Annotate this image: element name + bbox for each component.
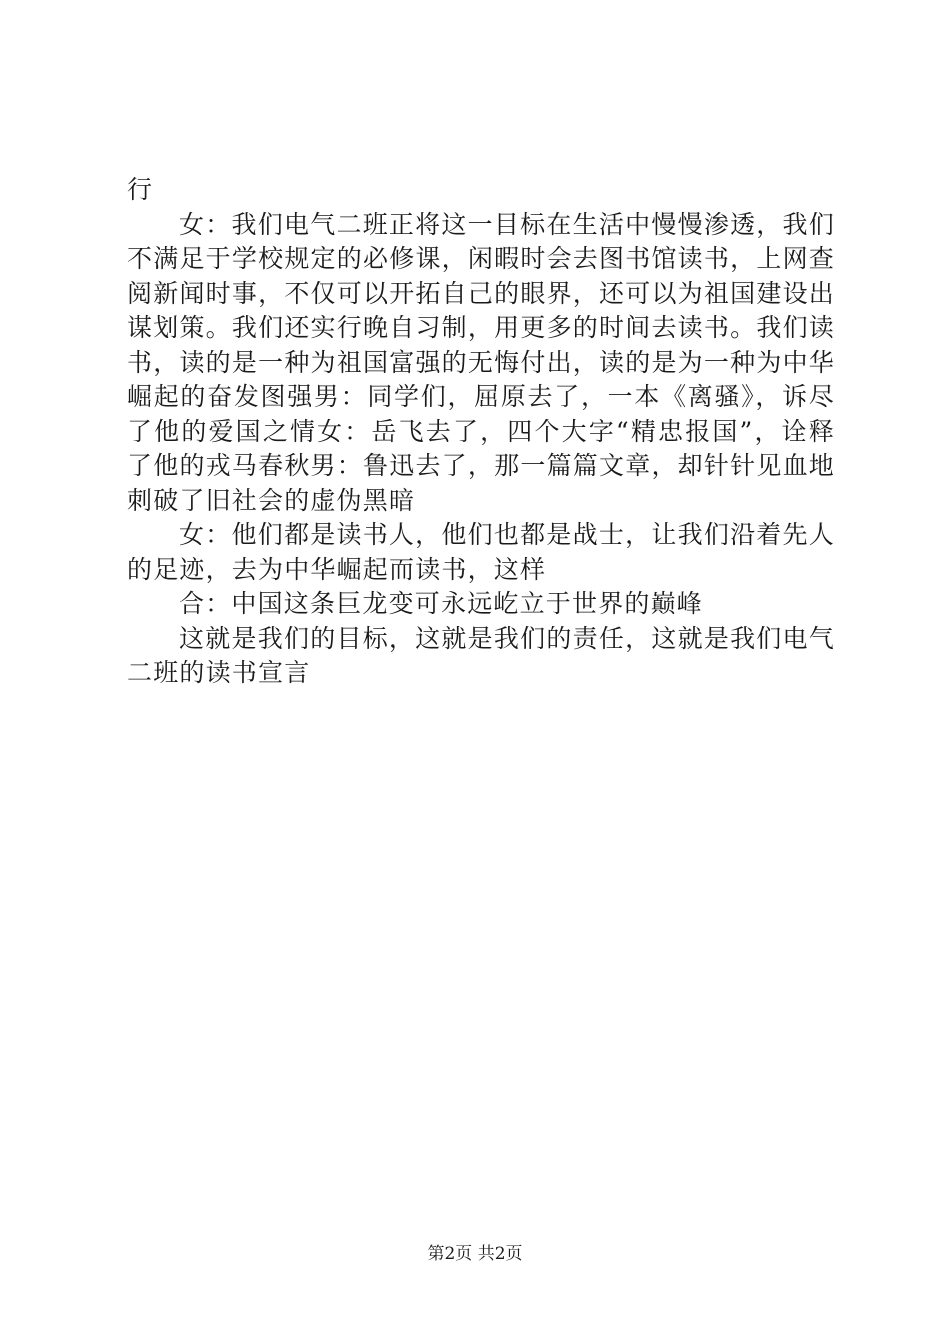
paragraph-5: 这就是我们的目标，这就是我们的责任，这就是我们电气二班的读书宣言	[127, 623, 835, 687]
page-number-label: 第2页 共2页	[427, 1244, 523, 1264]
page-footer	[0, 1242, 950, 1266]
paragraph-1: 行	[127, 175, 154, 204]
paragraph-4: 合：中国这条巨龙变可永远屹立于世界的巅峰	[179, 589, 704, 618]
paragraph-3: 女：他们都是读书人，他们也都是战士，让我们沿着先人的足迹，去为中华崛起而读书，这样	[127, 520, 835, 584]
paragraph-2: 女：我们电气二班正将这一目标在生活中慢慢渗透，我们不满足于学校规定的必修课，闲暇时会去图书馆读书，上网查阅新闻时事，不仅可以开拓自己的眼界，还可以为祖国建设出谋划策。我们还实行晚自习制，用更多的时间去读书。我们读书，读的是一种为祖国富强的无悔付出，读的是为一种为中华崛起的奋发图强男：同学们，屈原去了，一本《离骚》，诉尽了他的爱国之情女：岳飞去了，四个大字“精忠报国”，诠释了他的戎马春秋男：鲁迅去了，那一篇篇文章，却针针见血地刺破了旧社会的虚伪黑暗	[127, 209, 835, 515]
document-body	[127, 173, 835, 691]
